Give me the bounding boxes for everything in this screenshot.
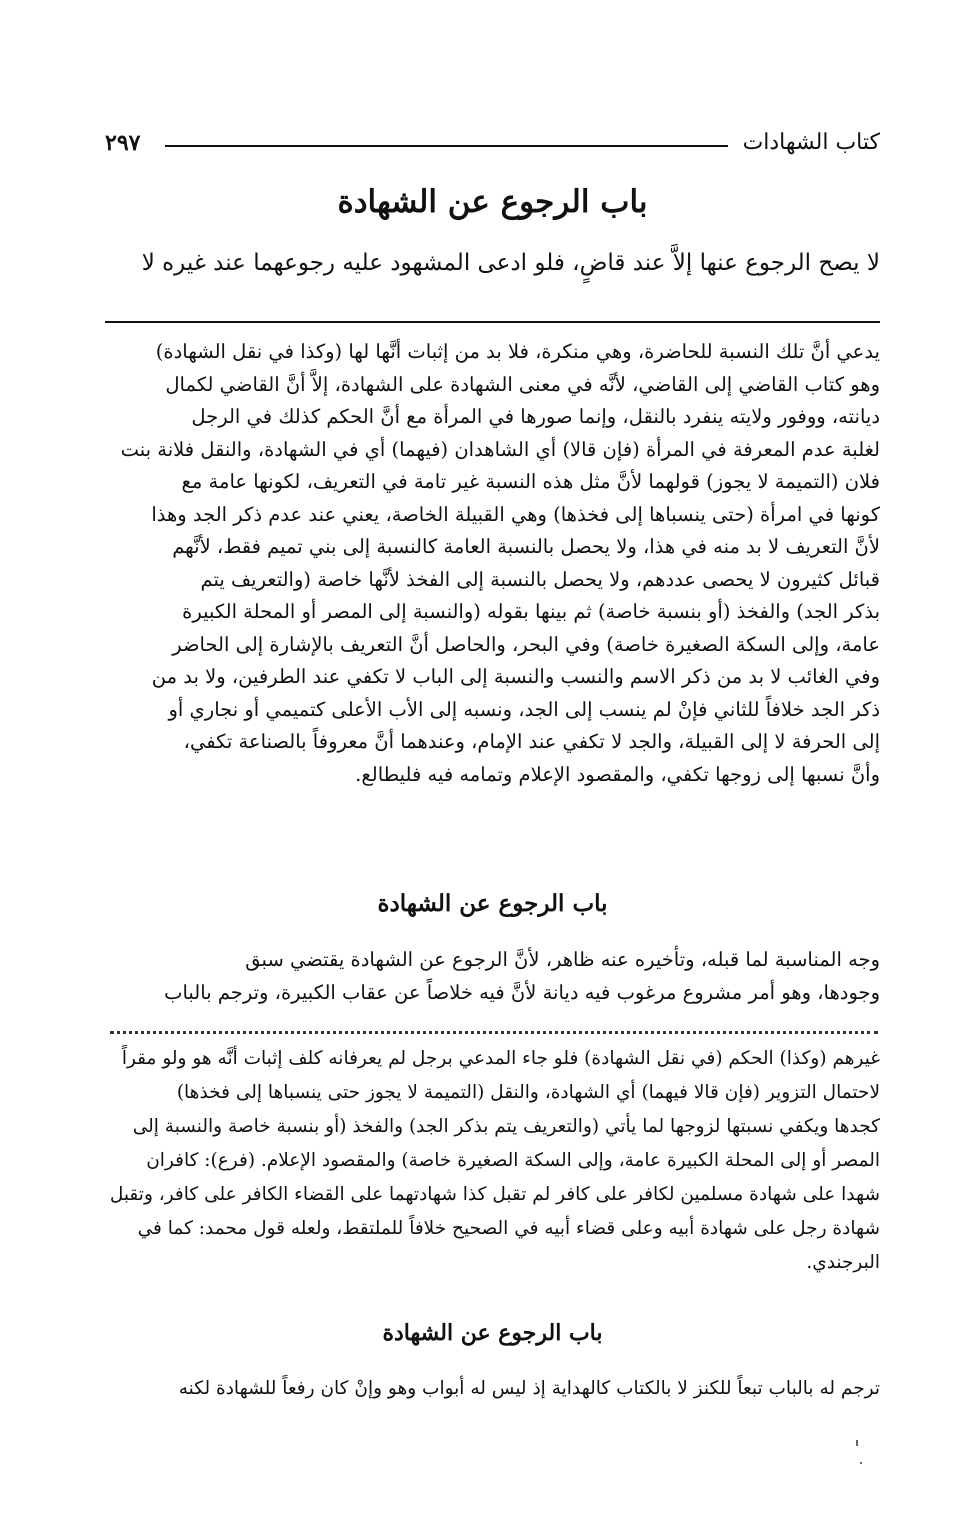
- sharh-line: إلى الحرفة لا إلى القبيلة، والجد لا تكفي عند الإمام، وعندهما أنَّ معروفاً بالصناعة تكفي،: [183, 730, 880, 753]
- hashiya-text: [105, 1042, 880, 1280]
- matn-line: لا يصح الرجوع عنها إلاَّ عند قاضٍ، فلو ادعى المشهود عليه رجوعهما عند غيره لا: [141, 250, 880, 276]
- hashiya-line: غيرهم (وكذا) الحكم (في نقل الشهادة) فلو جاء المدعي برجل لم يعرفانه كلف إثبات أنَّه هو ولو مقراً: [121, 1048, 880, 1069]
- hashiya-line: ترجم له بالباب تبعاً للكنز لا بالكتاب كالهداية إذ ليس له أبواب وهو وإنْ كان رفعاً للشهادة لكنه: [178, 1378, 880, 1399]
- sharh-divider-dotted: [110, 1031, 878, 1034]
- sharh-line: يدعي أنَّ تلك النسبة للحاضرة، وهي منكرة، فلا بد من إثبات أنَّها لها (وكذا في نقل الشهادة): [155, 340, 880, 363]
- running-header-title: كتاب الشهادات: [742, 130, 880, 155]
- sharh-text: [105, 336, 880, 791]
- hashiya-line: شهدا على شهادة مسلمين لكافر على كافر لم تقبل كذا شهادتهما على القضاء الكافر على كافر، وتقبل: [109, 1184, 880, 1205]
- sharh-text-2: [105, 943, 880, 1009]
- hashiya-section-title: باب الرجوع عن الشهادة: [382, 1320, 603, 1346]
- sharh-line: وفي الغائب لا بد من ذكر الاسم والنسب والنسبة إلى الباب لا تكفي عند الطرفين، ولا بد من: [151, 665, 880, 688]
- sharh-line: بذكر الجد) والفخذ (أو بنسبة خاصة) ثم بينها بقوله (والنسبة إلى المصر أو المحلة الكبيرة: [182, 600, 880, 623]
- hashiya-line: المصر أو إلى المحلة الكبيرة عامة، وإلى السكة الصغيرة خاصة) والمقصود الإعلام. (فرع): كافران: [146, 1150, 880, 1171]
- sharh-line: ديانته، ووفور ولايته ينفرد بالنقل، وإنما صورها في المرأة مع أنَّ الحكم كذلك في الرجل: [191, 405, 880, 428]
- sharh-line: وأنَّ نسبها إلى زوجها تكفي، والمقصود الإعلام وتمامه فيه فليطالع.: [355, 762, 880, 786]
- sharh-line: كونها في امرأة (حتى ينسباها إلى فخذها) وهي القبيلة الخاصة، يعني عند عدم ذكر الجد وهذا: [151, 502, 880, 526]
- sharh-line: وجه المناسبة لما قبله، وتأخيره عنه ظاهر، لأنَّ الرجوع عن الشهادة يقتضي سبق: [245, 948, 880, 971]
- hashiya-line: شهادة رجل على شهادة أبيه وعلى قضاء أبيه في الصحيح خلافاً للملتقط، ولعله قول محمد: كما في: [137, 1218, 880, 1239]
- sharh-line: عامة، وإلى السكة الصغيرة خاصة) وفي البحر، والحاصل أنَّ التعريف بالإشارة إلى الحاضر: [172, 632, 880, 656]
- sharh-line: ذكر الجد خلافاً للثاني فإنْ لم ينسب إلى الجد، ونسبه إلى الأب الأعلى كتميمي أو نجاري أو: [168, 697, 880, 721]
- sharh-line: وهو كتاب القاضي إلى القاضي، لأنَّه في معنى الشهادة على الشهادة، إلاَّ أنَّ القاضي لكمال: [165, 372, 880, 396]
- chapter-title: باب الرجوع عن الشهادة: [337, 184, 648, 220]
- print-speck: [860, 1462, 862, 1464]
- hashiya-line: البرجندي.: [806, 1252, 880, 1273]
- matn-divider: [105, 321, 880, 323]
- running-header: [105, 128, 880, 162]
- hashiya-line: لاحتمال التزوير (فإن قالا فيهما) أي الشهادة، والنقل (التميمة لا يجوز حتى ينسباها إلى فخذها): [176, 1082, 880, 1103]
- hashiya-text-2: [105, 1372, 880, 1406]
- matn-text: [105, 241, 880, 285]
- sharh-line: لغلبة عدم المعرفة في المرأة (فإن قالا) أي الشاهدان (فيهما) أي في الشهادة، والنقل فلانة بنت: [120, 437, 880, 461]
- sharh-line: لأنَّ التعريف لا بد منه في هذا، ولا يحصل بالنسبة العامة كالنسبة إلى بني تميم فقط، لأنَّهم: [172, 535, 880, 558]
- sharh-line: فلان (التميمة لا يجوز) قولهما لأنَّ مثل هذه النسبة غير تامة في التعريف، لكونها عامة مع: [181, 470, 880, 493]
- hashiya-line: كجدها ويكفي نسبتها لزوجها لما يأتي (والتعريف يتم بذكر الجد) والفخذ (أو بنسبة خاصة والنسبة إلى: [132, 1116, 880, 1137]
- sharh-line: وجودها، وهو أمر مشروع مرغوب فيه ديانة لأنَّ فيه خلاصاً عن عقاب الكبيرة، وترجم بالباب: [164, 981, 880, 1004]
- header-rule: [165, 145, 728, 147]
- sharh-section-title: باب الرجوع عن الشهادة: [377, 890, 608, 917]
- print-speck: [856, 1440, 858, 1446]
- sharh-line: قبائل كثيرون لا يحصى عددهم، ولا يحصل بالنسبة إلى الفخذ لأنَّها خاصة (والتعريف يتم: [200, 567, 880, 591]
- page-number: ٢٩٧: [105, 130, 141, 156]
